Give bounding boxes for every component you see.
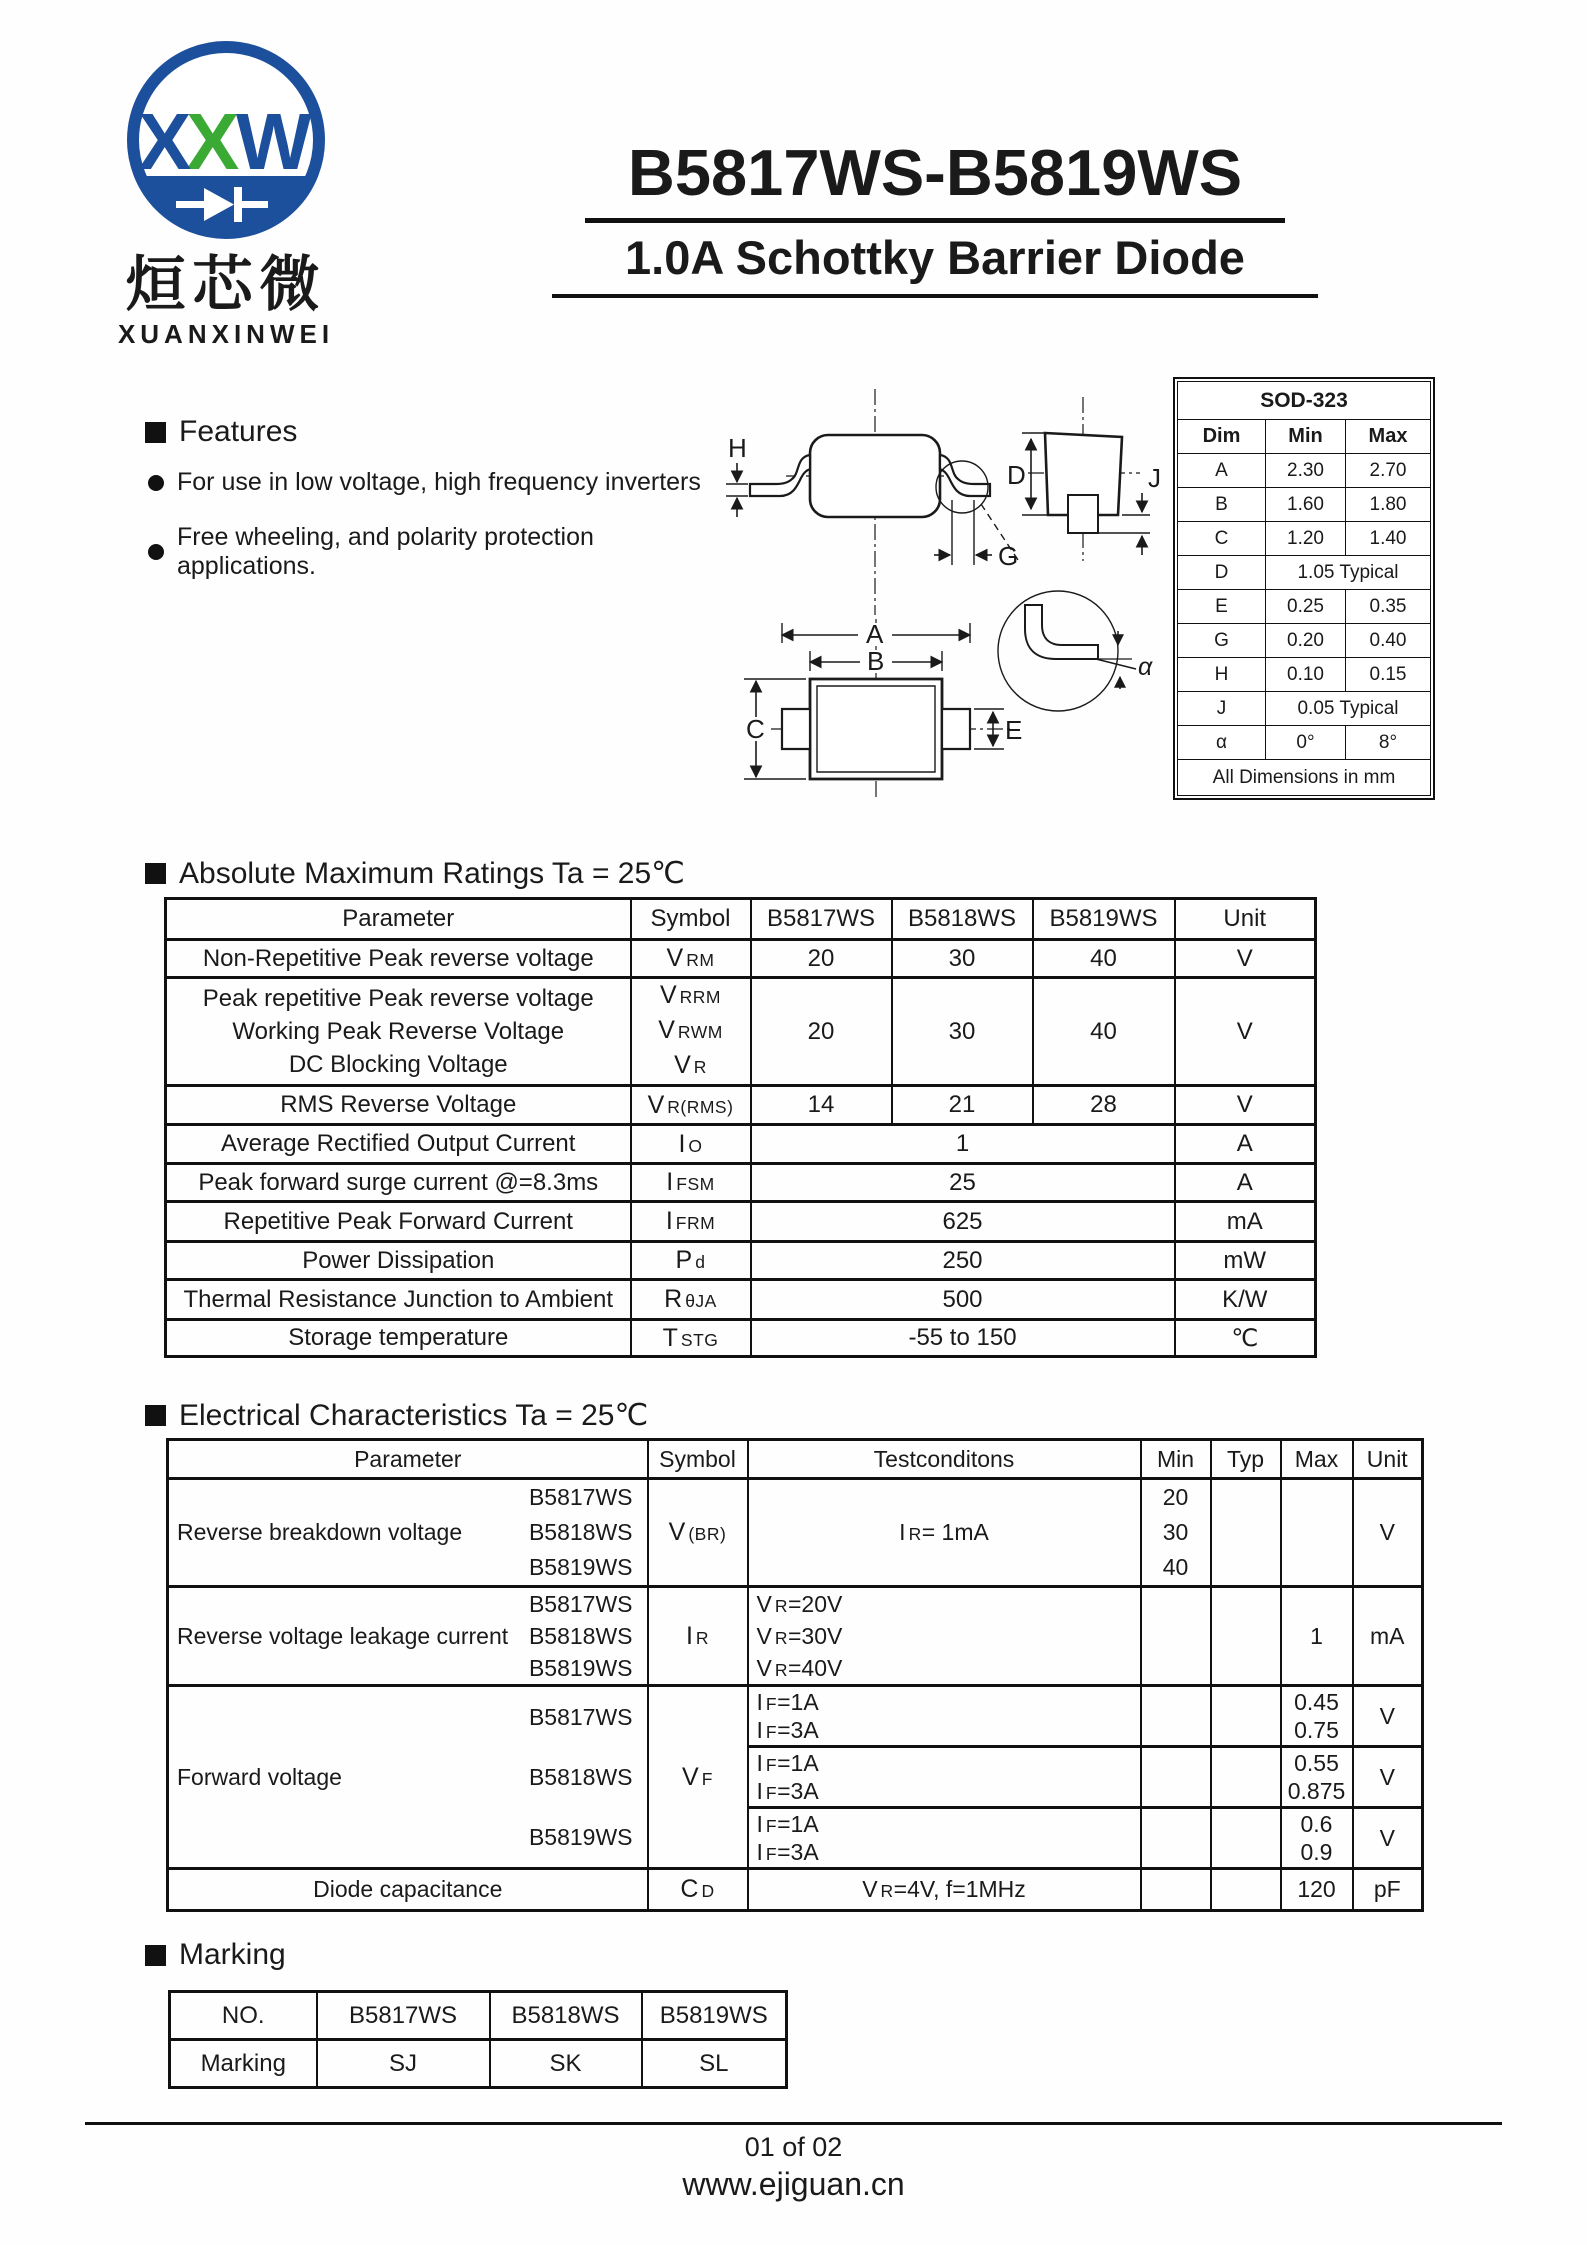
company-name-en: XUANXINWEI — [117, 319, 335, 349]
feature-item — [148, 523, 708, 581]
logo-monogram — [138, 97, 312, 186]
col-dim: Dim — [1178, 420, 1266, 454]
bullet-icon — [148, 544, 164, 560]
features-heading — [145, 415, 297, 449]
dim-row: B 1.60 1.80 — [1178, 488, 1431, 522]
dim-row: J 0.05 Typical — [1178, 692, 1431, 726]
section-square-icon — [145, 1945, 166, 1966]
marking-heading-label: Marking — [179, 1938, 286, 1971]
bottom-left-pad — [782, 709, 810, 749]
table-row: Storage temperature T STG -55 to 150 ℃ — [166, 1320, 1316, 1357]
table-row-forward-1: Forward voltage B5817WS B5818WS B5819WS V F I F=1A I F=3A 0.45 0.75 V — [168, 1686, 1423, 1747]
table-header-row: Parameter Symbol Testconditons Min Typ Max Unit — [168, 1440, 1423, 1479]
table-row: RMS Reverse Voltage V R(RMS) 14 21 28 V — [166, 1086, 1316, 1125]
dim-label-a: A — [866, 619, 884, 649]
monogram-x1: X — [138, 97, 192, 186]
features-heading-label: Features — [179, 415, 298, 448]
electrical-characteristics-table — [166, 1438, 1424, 1912]
abs-max-heading-label: Absolute Maximum Ratings Ta = 25℃ — [179, 857, 685, 890]
bottom-right-pad — [942, 709, 970, 749]
table-row-forward-3: I F=1A I F=3A 0.6 0.9 V — [168, 1808, 1423, 1869]
table-row: Power Dissipation P d 250 mW — [166, 1242, 1316, 1280]
table-row: Marking SJ SK SL — [170, 2040, 787, 2088]
logo-mark-icon — [90, 38, 362, 246]
package-side-view — [726, 389, 1020, 615]
features-list — [148, 468, 708, 607]
table-row-forward-2: I F=1A I F=3A 0.55 0.875 V — [168, 1747, 1423, 1808]
dim-label-h: H — [728, 433, 747, 463]
feature-text: Free wheeling, and polarity protection applications. — [177, 523, 594, 580]
subtitle-underline — [552, 294, 1318, 298]
dim-label-b: B — [867, 646, 885, 676]
sod323-dimension-table — [1173, 377, 1435, 800]
end-view-tab — [1068, 495, 1098, 533]
dim-label-c: C — [746, 714, 765, 744]
absolute-maximum-ratings-table — [164, 897, 1317, 1358]
col-min: Min — [1266, 420, 1346, 454]
dim-row: E 0.25 0.35 — [1178, 590, 1431, 624]
abs-max-heading — [145, 856, 685, 891]
dim-label-d: D — [1007, 460, 1026, 490]
dim-label-alpha: α — [1138, 653, 1153, 681]
table-row-capacitance: Diode capacitance C D V R=4V, f=1MHz 120 pF — [168, 1869, 1423, 1911]
marking-table — [168, 1990, 788, 2089]
package-name: SOD-323 — [1178, 382, 1431, 420]
dim-label-e: E — [1005, 715, 1023, 745]
dim-label-g: G — [998, 541, 1019, 571]
elec-char-heading-label: Electrical Characteristics Ta = 25℃ — [179, 1399, 649, 1432]
section-square-icon — [145, 1405, 166, 1426]
table-row: Peak repetitive Peak reverse voltage Working Peak Reverse Voltage DC Blocking Voltage V RRM V RWM V R 20 30 40 V — [166, 978, 1316, 1086]
website-url: www.ejiguan.cn — [682, 2166, 905, 2202]
left-lead — [750, 455, 810, 496]
dim-label-j: J — [1148, 463, 1161, 493]
monogram-x2: X — [186, 97, 240, 186]
dim-row: C 1.20 1.40 — [1178, 522, 1431, 556]
feature-item — [148, 468, 708, 497]
package-body — [810, 435, 940, 517]
lead-detail-view — [998, 591, 1153, 711]
section-square-icon — [145, 863, 166, 884]
table-row: Thermal Resistance Junction to Ambient R θJA 500 K/W — [166, 1280, 1316, 1320]
company-name-cn: 烜芯微 — [125, 251, 327, 318]
device-description: 1.0A Schottky Barrier Diode — [625, 231, 1245, 284]
part-number-title: B5817WS-B5819WS — [627, 136, 1243, 209]
dim-row: H 0.10 0.15 — [1178, 658, 1431, 692]
package-end-view — [1007, 397, 1161, 561]
page-number: 01 of 02 — [744, 2132, 843, 2162]
table-row: Average Rectified Output Current I O 1 A — [166, 1125, 1316, 1164]
table-row: NO. B5817WS B5818WS B5819WS — [170, 1992, 787, 2040]
feature-text: For use in low voltage, high frequency inverters — [177, 468, 701, 496]
dims-footer: All Dimensions in mm — [1178, 760, 1431, 796]
col-max: Max — [1346, 420, 1431, 454]
marking-heading — [145, 1938, 286, 1972]
dim-row: G 0.20 0.40 — [1178, 624, 1431, 658]
bullet-icon — [148, 475, 164, 491]
dim-row: D 1.05 Typical — [1178, 556, 1431, 590]
dim-row: A 2.30 2.70 — [1178, 454, 1431, 488]
elec-char-heading — [145, 1398, 648, 1433]
footer-rule — [85, 2122, 1502, 2125]
table-row: Non-Repetitive Peak reverse voltage V RM 20 30 40 V — [166, 940, 1316, 978]
table-row-leakage: Reverse voltage leakage current B5817WS B5818WS B5819WS I R V R=20V V R=30V V R=40V 1 mA — [168, 1587, 1423, 1686]
package-outline-drawing — [690, 383, 1180, 808]
title-block — [520, 138, 1350, 298]
dim-row: α 0° 8° — [1178, 726, 1431, 760]
section-square-icon — [145, 422, 166, 443]
table-row: Repetitive Peak Forward Current I FRM 625 mA — [166, 1202, 1316, 1242]
package-bottom-view — [742, 619, 1022, 797]
table-header-row: Parameter Symbol B5817WS B5818WS B5819WS Unit — [166, 899, 1316, 940]
monogram-w: W — [236, 97, 312, 186]
company-logo — [88, 38, 364, 350]
title-underline — [585, 218, 1285, 223]
table-row: Peak forward surge current @=8.3ms I FSM 25 A — [166, 1164, 1316, 1202]
table-row-breakdown: Reverse breakdown voltage B5817WS B5818WS B5819WS V (BR) I R= 1mA 20 30 40 V — [168, 1479, 1423, 1587]
